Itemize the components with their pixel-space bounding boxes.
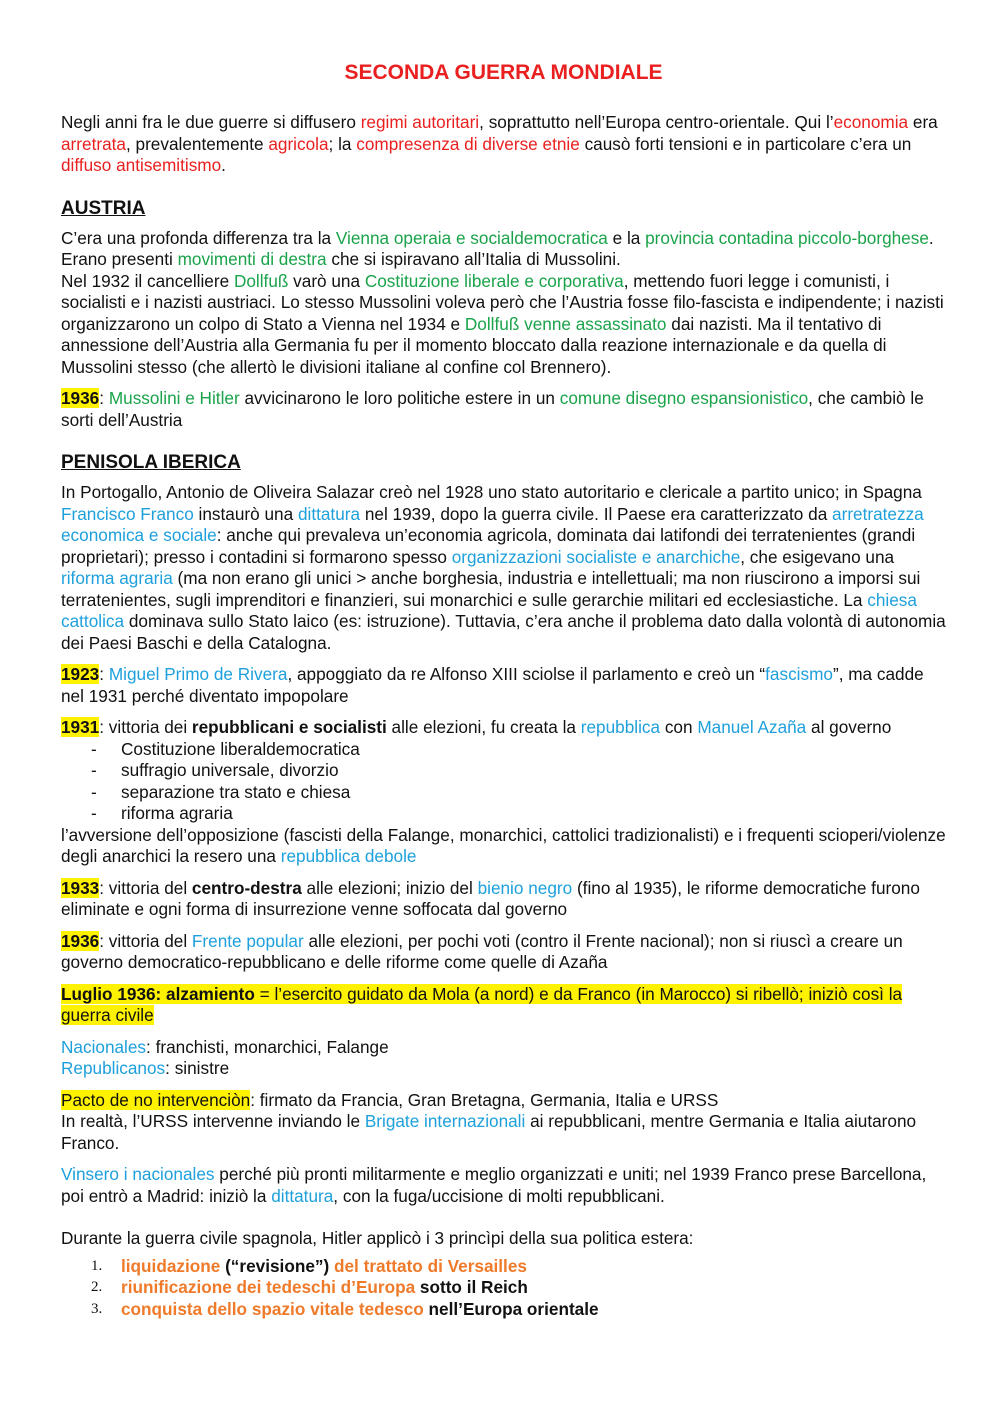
austria-heading: AUSTRIA — [61, 197, 146, 219]
year-badge: 1936 — [61, 930, 100, 951]
iberica-paragraph-1: In Portogallo, Antonio de Oliveira Salazar creò nel 1928 uno stato autoritario e clericale a partito unico; in Spagna Francisco Franco instaurò una dittatura nel 1939, dopo la guerra civile. Il Paese era caratterizzato da arretratezza economica e sociale: anche qui prevaleva un’economia agricola, dominata dai latifondi dei terratenientes (grandi proprietari); presso i contadini si formarono spesso organizzazioni socialiste e anarchiche, che esigevano una riforma agraria (ma non erano gli unici > anche borghesia, industria e intellettuali; ma non riuscirono a imporsi sui terratenientes, sugli imprenditori e finanzieri, sui monarchici e sulle gerarchie militari ed ecclesiastiche. La chiesa cattolica dominava sullo Stato laico (es: istruzione). Tuttavia, c’era anche il problema dato dalla volontà di autonomia dei Paesi Baschi e della Catalogna. — [61, 482, 946, 653]
list-item: 2. riunificazione dei tedeschi d’Europa sotto il Reich — [91, 1277, 528, 1297]
list-item: - riforma agraria — [91, 803, 946, 825]
pacto-paragraph: Pacto de no intervenciòn: firmato da Francia, Gran Bretagna, Germania, Italia e URSS In realtà, l’URSS intervenne inviando le Brigate internazionali ai repubblicani, mentre Germania e Italia aiutarono Franco. — [61, 1089, 917, 1153]
iberica-heading: PENISOLA IBERICA — [61, 452, 241, 473]
iberica-paragraph-1931: 1931: vittoria dei repubblicani e socialisti alle elezioni, fu creata la repubblica con Manuel Azaña al governo — [61, 717, 892, 737]
year-badge: 1931 — [61, 717, 100, 737]
list-item: 1. liquidazione (“revisione”) del trattato di Versailles — [91, 1255, 527, 1276]
document-page — [61, 58, 946, 1320]
iberica-paragraph-luglio: Luglio 1936: alzamiento = l’esercito guidato da Mola (a nord) e da Franco (in Marocco) si ribellò; iniziò così la guerra civile — [61, 983, 903, 1025]
year-badge: 1933 — [61, 877, 100, 898]
reforms-list — [61, 739, 946, 825]
page-title: SECONDA GUERRA MONDIALE — [344, 61, 663, 84]
austria-paragraph-2: Nel 1932 il cancelliere Dollfuß varò una Costituzione liberale e corporativa, mettendo fuori legge i comunisti, i socialisti e i nazisti austriaci. Lo stesso Mussolini voleva però che l’Austria fosse filo-fascista e indipendente; i nazisti organizzarono un colpo di Stato a Vienna nel 1934 e Dollfuß venne assassinato dai nazisti. Ma il tentativo di annessione dell’Austria alla Germania fu per il momento bloccato dalla reazione internazionale e da quella di Mussolini stesso (che allertò le divisioni italiane al confine col Brennero). — [61, 270, 944, 377]
sides-paragraph: Nacionales: franchisti, monarchici, Falange Republicanos: sinistre — [61, 1036, 389, 1078]
list-item: - Costituzione liberaldemocratica — [91, 739, 946, 761]
year-badge: 1923 — [61, 664, 100, 684]
hitler-principles-list — [61, 1256, 946, 1321]
list-item: - suffragio universale, divorzio — [91, 760, 946, 782]
iberica-paragraph-1936: 1936: vittoria del Frente popular alle elezioni, per pochi voti (contro il Frente nacional); non si riuscì a creare un governo democratico-repubblicano e delle riforme come quelle di Azaña — [61, 930, 903, 972]
year-badge: 1936 — [61, 388, 100, 408]
vinsero-paragraph: Vinsero i nacionales perché più pronti militarmente e meglio organizzati e uniti; nel 1939 Franco prese Barcellona, poi entrò a Madrid: iniziò la dittatura, con la fuga/uccisione di molti repubblicani. — [61, 1164, 927, 1206]
intro-paragraph: Negli anni fra le due guerre si diffusero regimi autoritari, soprattutto nell’Europa centro-orientale. Qui l’economia era arretrata, prevalentemente agricola; la compresenza di diverse etnie causò forti tensioni e in particolare c’era un diffuso antisemitismo. — [61, 112, 938, 175]
austria-paragraph-1: C’era una profonda differenza tra la Vienna operaia e socialdemocratica e la provincia contadina piccolo-borghese. Erano presenti movimenti di destra che si ispiravano all’Italia di Mussolini. — [61, 227, 934, 269]
iberica-paragraph-1931-after: l’avversione dell’opposizione (fascisti della Falange, monarchici, cattolici tradizionalisti) e i frequenti scioperi/violenze degli anarchici la resero una repubblica debole — [61, 824, 946, 866]
list-item: - separazione tra stato e chiesa — [91, 782, 946, 804]
hitler-intro: Durante la guerra civile spagnola, Hitler applicò i 3 princìpi della sua politica estera: — [61, 1228, 694, 1248]
austria-paragraph-1936: 1936: Mussolini e Hitler avvicinarono le loro politiche estere in un comune disegno espansionistico, che cambiò le sorti dell’Austria — [61, 388, 924, 430]
list-item: 3. conquista dello spazio vitale tedesco nell’Europa orientale — [91, 1298, 599, 1319]
iberica-paragraph-1923: 1923: Miguel Primo de Rivera, appoggiato da re Alfonso XIII sciolse il parlamento e creò un “fascismo”, ma cadde nel 1931 perché diventato impopolare — [61, 664, 924, 706]
iberica-paragraph-1933: 1933: vittoria del centro-destra alle elezioni; inizio del bienio negro (fino al 1935), le riforme democratiche furono eliminate e ogni forma di insurrezione venne soffocata dal governo — [61, 877, 920, 919]
